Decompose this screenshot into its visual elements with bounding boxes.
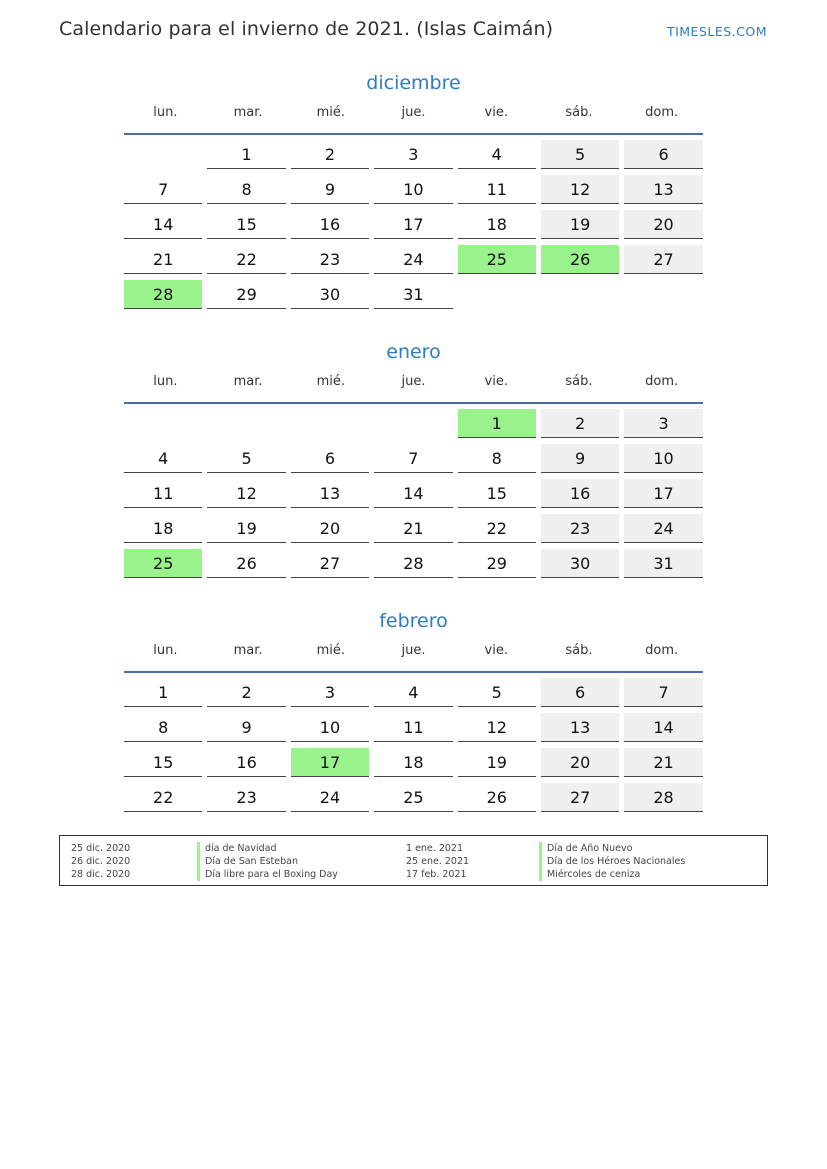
month-name: enero <box>386 341 441 363</box>
day-cell: 15 <box>124 748 202 777</box>
legend-holiday-name: Día libre para el Boxing Day <box>197 868 338 881</box>
day-cell: 26 <box>207 549 285 578</box>
empty-day-cell <box>291 409 369 438</box>
weekend-day-cell: 24 <box>624 514 702 543</box>
day-cell: 28 <box>374 549 452 578</box>
day-cell: 17 <box>374 210 452 239</box>
legend-date: 26 dic. 2020 <box>71 856 131 867</box>
day-cell: 26 <box>458 783 536 812</box>
holiday-legend <box>59 835 768 886</box>
empty-day-cell <box>624 280 702 309</box>
day-cell: 5 <box>458 678 536 707</box>
weekday-label: mar. <box>233 374 263 389</box>
weekday-label: mar. <box>233 105 263 120</box>
day-cell: 14 <box>374 479 452 508</box>
weekend-day-cell: 17 <box>624 479 702 508</box>
day-cell: 12 <box>458 713 536 742</box>
weekend-day-cell: 7 <box>624 678 702 707</box>
day-cell: 25 <box>374 783 452 812</box>
day-cell: 10 <box>291 713 369 742</box>
day-cell: 19 <box>207 514 285 543</box>
empty-day-cell <box>458 280 536 309</box>
day-cell: 27 <box>291 549 369 578</box>
day-cell: 30 <box>291 280 369 309</box>
week-row <box>124 678 703 707</box>
weekend-day-cell: 21 <box>624 748 702 777</box>
day-cell: 23 <box>207 783 285 812</box>
legend-holiday-name: día de Navidad <box>197 842 338 855</box>
empty-day-cell <box>207 409 285 438</box>
month-calendar <box>124 70 703 315</box>
week-row <box>124 409 703 438</box>
day-cell: 22 <box>124 783 202 812</box>
day-cell: 22 <box>458 514 536 543</box>
brand-link[interactable]: TIMESLES.COM <box>666 24 767 39</box>
holiday-day-cell: 28 <box>124 280 202 309</box>
weekend-day-cell: 12 <box>541 175 619 204</box>
day-cell: 23 <box>291 245 369 274</box>
day-cell: 9 <box>291 175 369 204</box>
week-row <box>124 549 703 578</box>
day-cell: 16 <box>291 210 369 239</box>
day-cell: 11 <box>374 713 452 742</box>
weekday-label: jue. <box>401 105 426 120</box>
day-cell: 5 <box>207 444 285 473</box>
legend-names-right <box>539 842 685 881</box>
day-cell: 12 <box>207 479 285 508</box>
legend-dates-left <box>71 842 130 881</box>
weekend-day-cell: 2 <box>541 409 619 438</box>
holiday-day-cell: 26 <box>541 245 619 274</box>
weekday-label: dom. <box>645 374 679 389</box>
week-row <box>124 280 703 309</box>
weekday-label: dom. <box>645 105 679 120</box>
holiday-day-cell: 1 <box>458 409 536 438</box>
day-cell: 7 <box>124 175 202 204</box>
month-grid <box>124 140 703 309</box>
empty-day-cell <box>541 280 619 309</box>
legend-date: 1 ene. 2021 <box>406 843 463 854</box>
weekday-label: lun. <box>153 105 178 120</box>
day-cell: 19 <box>458 748 536 777</box>
weekend-day-cell: 19 <box>541 210 619 239</box>
weekday-label: vie. <box>484 105 508 120</box>
weekday-label: lun. <box>153 643 178 658</box>
empty-day-cell <box>374 409 452 438</box>
day-cell: 15 <box>207 210 285 239</box>
weekday-label: vie. <box>484 643 508 658</box>
legend-date: 28 dic. 2020 <box>71 869 131 880</box>
weekday-header <box>124 643 703 673</box>
day-cell: 15 <box>458 479 536 508</box>
day-cell: 14 <box>124 210 202 239</box>
weekend-day-cell: 23 <box>541 514 619 543</box>
empty-day-cell <box>124 409 202 438</box>
weekday-label: vie. <box>484 374 508 389</box>
holiday-day-cell: 17 <box>291 748 369 777</box>
week-row <box>124 175 703 204</box>
weekend-day-cell: 27 <box>624 245 702 274</box>
week-row <box>124 140 703 169</box>
day-cell: 16 <box>207 748 285 777</box>
day-cell: 18 <box>374 748 452 777</box>
weekday-label: mié. <box>316 643 345 658</box>
weekend-day-cell: 3 <box>624 409 702 438</box>
day-cell: 2 <box>291 140 369 169</box>
week-row <box>124 245 703 274</box>
weekday-label: sáb. <box>565 374 593 389</box>
weekend-day-cell: 6 <box>624 140 702 169</box>
legend-holiday-name: Miércoles de ceniza <box>539 868 685 881</box>
weekend-day-cell: 5 <box>541 140 619 169</box>
day-cell: 3 <box>374 140 452 169</box>
week-row <box>124 210 703 239</box>
empty-day-cell <box>124 140 202 169</box>
day-cell: 7 <box>374 444 452 473</box>
day-cell: 4 <box>374 678 452 707</box>
day-cell: 11 <box>458 175 536 204</box>
holiday-day-cell: 25 <box>124 549 202 578</box>
day-cell: 3 <box>291 678 369 707</box>
month-calendar <box>124 608 703 818</box>
week-row <box>124 783 703 812</box>
weekday-label: jue. <box>401 374 426 389</box>
week-row <box>124 748 703 777</box>
weekend-day-cell: 13 <box>541 713 619 742</box>
day-cell: 13 <box>291 479 369 508</box>
legend-date: 25 dic. 2020 <box>71 843 131 854</box>
day-cell: 2 <box>207 678 285 707</box>
legend-dates-right <box>406 842 469 881</box>
legend-holiday-name: Día de los Héroes Nacionales <box>539 855 685 868</box>
month-calendar <box>124 339 703 584</box>
day-cell: 6 <box>291 444 369 473</box>
day-cell: 22 <box>207 245 285 274</box>
legend-date: 17 feb. 2021 <box>406 869 467 880</box>
day-cell: 24 <box>374 245 452 274</box>
day-cell: 4 <box>124 444 202 473</box>
page-title: Calendario para el invierno de 2021. (Islas Caimán) <box>59 18 554 40</box>
weekend-day-cell: 6 <box>541 678 619 707</box>
weekend-day-cell: 20 <box>541 748 619 777</box>
weekend-day-cell: 13 <box>624 175 702 204</box>
day-cell: 20 <box>291 514 369 543</box>
weekday-label: sáb. <box>565 105 593 120</box>
legend-holiday-name: Día de San Esteban <box>197 855 338 868</box>
day-cell: 21 <box>124 245 202 274</box>
weekend-day-cell: 27 <box>541 783 619 812</box>
weekend-day-cell: 28 <box>624 783 702 812</box>
legend-date: 25 ene. 2021 <box>406 856 470 867</box>
day-cell: 18 <box>458 210 536 239</box>
week-row <box>124 713 703 742</box>
weekday-label: mié. <box>316 374 345 389</box>
weekday-label: mar. <box>233 643 263 658</box>
month-grid <box>124 678 703 812</box>
day-cell: 18 <box>124 514 202 543</box>
day-cell: 24 <box>291 783 369 812</box>
weekday-label: dom. <box>645 643 679 658</box>
day-cell: 31 <box>374 280 452 309</box>
day-cell: 10 <box>374 175 452 204</box>
weekend-day-cell: 20 <box>624 210 702 239</box>
weekday-label: jue. <box>401 643 426 658</box>
day-cell: 9 <box>207 713 285 742</box>
month-name: febrero <box>379 610 448 632</box>
week-row <box>124 479 703 508</box>
day-cell: 8 <box>458 444 536 473</box>
week-row <box>124 444 703 473</box>
weekend-day-cell: 10 <box>624 444 702 473</box>
weekday-label: mié. <box>316 105 345 120</box>
weekend-day-cell: 9 <box>541 444 619 473</box>
weekend-day-cell: 16 <box>541 479 619 508</box>
weekday-header <box>124 105 703 135</box>
weekend-day-cell: 31 <box>624 549 702 578</box>
day-cell: 21 <box>374 514 452 543</box>
weekday-label: lun. <box>153 374 178 389</box>
holiday-day-cell: 25 <box>458 245 536 274</box>
week-row <box>124 514 703 543</box>
weekday-header <box>124 374 703 404</box>
day-cell: 29 <box>207 280 285 309</box>
weekday-label: sáb. <box>565 643 593 658</box>
legend-names-left <box>197 842 338 881</box>
legend-holiday-name: Día de Año Nuevo <box>539 842 685 855</box>
weekend-day-cell: 14 <box>624 713 702 742</box>
day-cell: 8 <box>207 175 285 204</box>
day-cell: 29 <box>458 549 536 578</box>
weekend-day-cell: 30 <box>541 549 619 578</box>
month-name: diciembre <box>366 72 461 94</box>
day-cell: 1 <box>207 140 285 169</box>
day-cell: 8 <box>124 713 202 742</box>
month-grid <box>124 409 703 578</box>
day-cell: 1 <box>124 678 202 707</box>
day-cell: 11 <box>124 479 202 508</box>
day-cell: 4 <box>458 140 536 169</box>
